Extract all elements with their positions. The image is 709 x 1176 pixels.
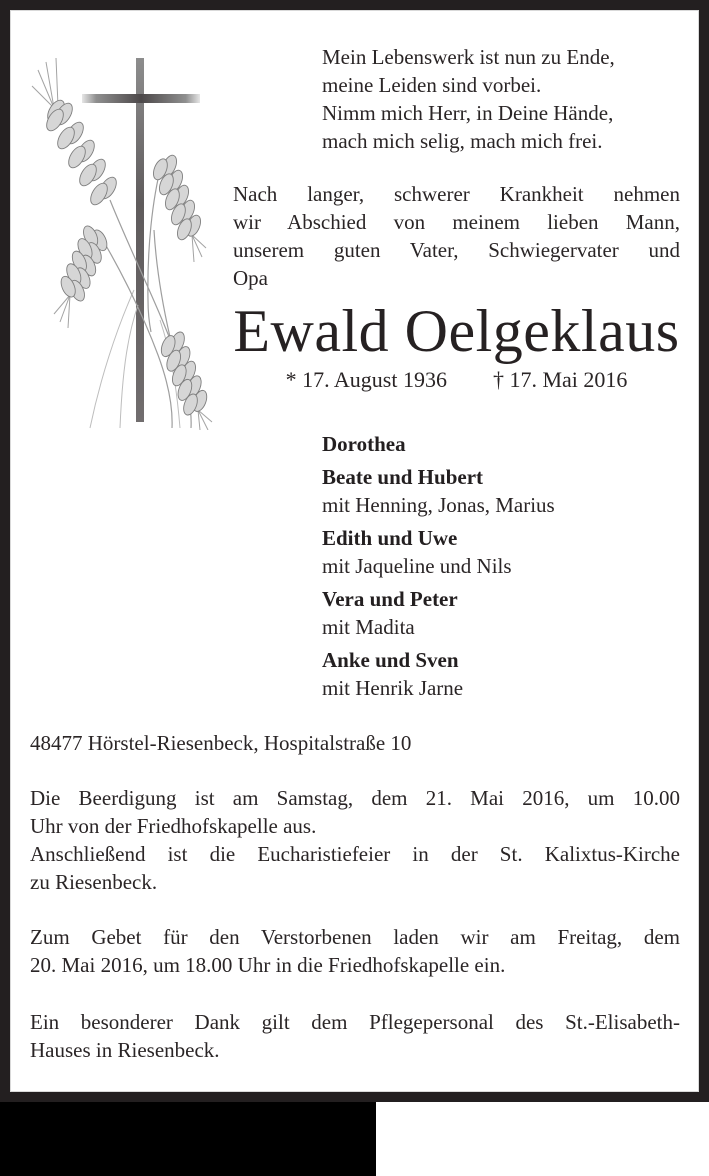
life-dates [233,366,680,394]
mourner-entry [322,646,555,702]
prayer-info-paragraph [30,923,680,979]
mourner-children: mit Madita [322,615,415,639]
mourner-names: Vera und Peter [322,587,458,611]
mourner-children: mit Jaqueline und Nils [322,554,512,578]
poem [322,43,615,155]
birth-date: * 17. August 1936 [285,367,447,392]
intro-line: wir Abschied von meinem lieben Mann, [233,210,680,234]
mourner-entry [322,524,555,580]
intro-line: unserem guten Vater, Schwiegervater und [233,238,680,262]
burial-line: Anschließend ist die Eucharistiefeier in der St. Kalixtus-Kirche [30,842,680,866]
mourner-names: Beate und Hubert [322,465,484,489]
address-line: 48477 Hörstel-Riesenbeck, Hospitalstraße 10 [30,731,412,755]
deceased-name: Ewald Oelgeklaus [233,298,680,364]
cross-and-wheat-illustration [30,50,220,430]
burial-line: Die Beerdigung ist am Samstag, dem 21. Mai 2016, um 10.00 [30,786,680,810]
mourner-names: Dorothea [322,432,406,456]
mourner-names: Edith und Uwe [322,526,458,550]
prayer-line: 20. Mai 2016, um 18.00 Uhr in die Friedhofskapelle ein. [30,953,506,977]
mourner-entry [322,585,555,641]
thanks-paragraph [30,1008,680,1064]
mourner-children: mit Henning, Jonas, Marius [322,493,555,517]
mourner-entry [322,430,555,458]
mourner-names: Anke und Sven [322,648,459,672]
poem-line: Mein Lebenswerk ist nun zu Ende, [322,45,615,69]
intro-line: Opa [233,266,268,290]
wheat-ear-right-lower [159,330,212,430]
intro-line: Nach langer, schwerer Krankheit nehmen [233,182,680,206]
wheat-ear-right-upper [151,153,206,262]
burial-line: zu Riesenbeck. [30,870,158,894]
burial-info-paragraph [30,784,680,896]
bottom-black-bar [0,1102,376,1176]
burial-line: Uhr von der Friedhofskapelle aus. [30,814,317,838]
mourners-list [322,430,555,707]
poem-line: Nimm mich Herr, in Deine Hände, [322,101,614,125]
poem-line: mach mich selig, mach mich frei. [322,129,603,153]
poem-line: meine Leiden sind vorbei. [322,73,542,97]
wheat-ear-left-drooping [54,224,110,328]
mourner-children: mit Henrik Jarne [322,676,464,700]
prayer-line: Zum Gebet für den Verstorbenen laden wir am Freitag, dem [30,925,680,949]
intro-paragraph [233,180,680,292]
wheat-ear-upper-left [32,58,120,208]
thanks-line: Ein besonderer Dank gilt dem Pflegepersonal des St.-Elisabeth- [30,1010,680,1034]
thanks-line: Hauses in Riesenbeck. [30,1038,220,1062]
death-date: † 17. Mai 2016 [492,367,628,392]
mourner-entry [322,463,555,519]
